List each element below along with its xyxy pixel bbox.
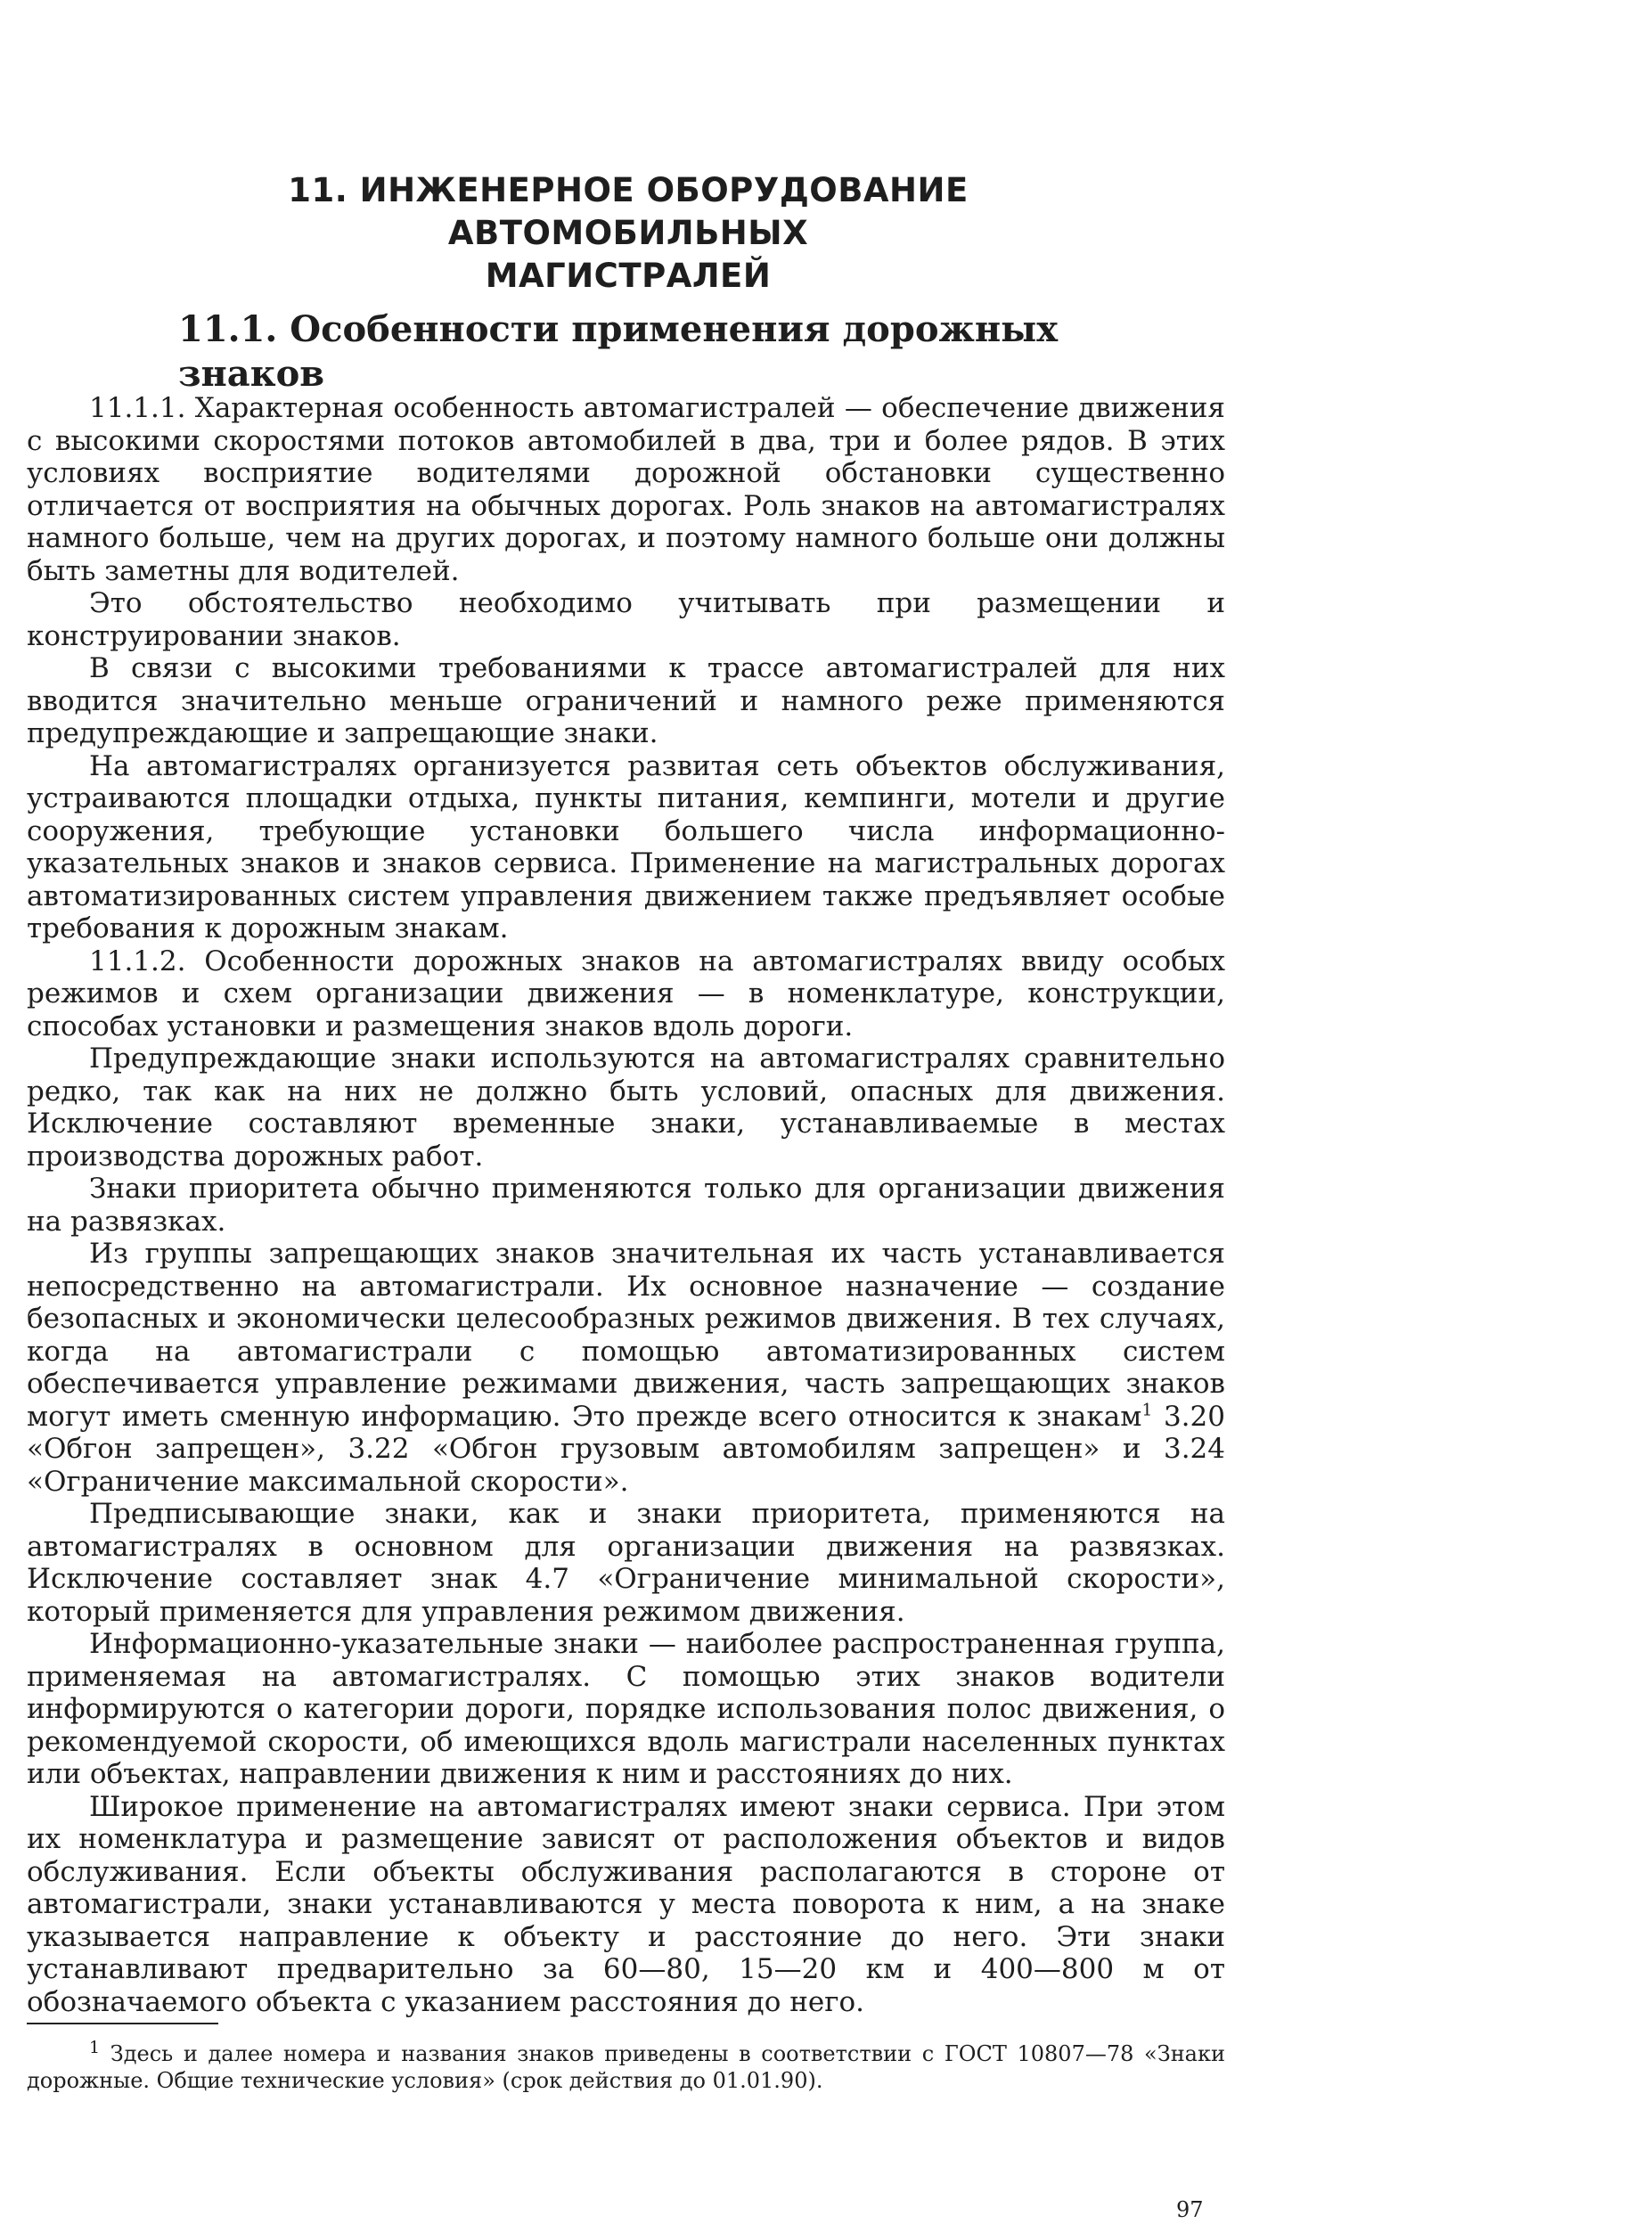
chapter-title-line-1: 11. ИНЖЕНЕРНОЕ ОБОРУДОВАНИЕ АВТОМОБИЛЬНЫХ [288, 171, 969, 252]
section-title: 11.1. Особенности применения дорожных знаков [178, 308, 1059, 395]
chapter-title [160, 169, 1096, 298]
body-text [27, 392, 1225, 2018]
footnote [27, 2040, 1225, 2094]
paragraph-with-footnote [27, 1238, 1225, 1498]
paragraph: Это обстоятельство необходимо учитывать при размещении и конструировании знаков. [27, 587, 1225, 652]
paragraph: В связи с высокими требованиями к трассе автомагистралей для них вводится значительно меньше ограничений и намного реже применяются предупреждающие и запрещающие знаки. [27, 652, 1225, 749]
paragraph: 11.1.1. Характерная особенность автомагистралей — обеспечение движения с высокими скоростями потоков автомобилей в два, три и более рядов. В этих условиях восприятие водителями дорожной обстановки существенно отличается от восприятия на обычных дорогах. Роль знаков на автомагистралях намного больше, чем на других дорогах, и поэтому намного больше они должны быть заметны для водителей. [27, 392, 1225, 587]
paragraph-text: Из группы запрещающих знаков значительная их часть устанавливается непосредственно на автомагистрали. Их основное назначение — создание безопасных и экономически целесообразных режимов движения. В тех случаях, когда на автомагистрали с помощью автоматизированных систем обеспечивается управление режимами движения, часть запрещающих знаков могут иметь сменную информацию. Это прежде всего относится к знакам [27, 1238, 1225, 1433]
paragraph: Информационно-указательные знаки — наиболее распространенная группа, применяемая на автомагистралях. С помощью этих знаков водители информируются о категории дороги, порядке использования полос движения, о рекомендуемой скорости, об имеющихся вдоль магистрали населенных пунктах или объектах, направлении движения к ним и расстояниях до них. [27, 1628, 1225, 1790]
paragraph: Знаки приоритета обычно применяются только для организации движения на развязках. [27, 1173, 1225, 1238]
chapter-title-line-2: МАГИСТРАЛЕЙ [485, 257, 772, 295]
footnote-separator [27, 2023, 218, 2024]
paragraph: На автомагистралях организуется развитая сеть объектов обслуживания, устраиваются площадки отдыха, пункты питания, кемпинги, мотели и другие сооружения, требующие установки большего числа информационно-указательных знаков и знаков сервиса. Применение на магистральных дорогах автоматизированных систем управления движением также предъявляет особые требования к дорожным знакам. [27, 749, 1225, 944]
paragraph: Широкое применение на автомагистралях имеют знаки сервиса. При этом их номенклатура и размещение зависят от расположения объектов и видов обслуживания. Если объекты обслуживания располагаются в стороне от автомагистрали, знаки устанавливаются у места поворота к ним, а на знаке указывается направление к объекту и расстояние до него. Эти знаки устанавливают предварительно за 60—80, 15—20 км и 400—800 м от обозначаемого объекта с указанием расстояния до него. [27, 1790, 1225, 2018]
footnote-reference: 1 [1141, 1400, 1153, 1420]
page-number: 97 [1176, 2197, 1204, 2222]
footnote-marker: 1 [89, 2038, 101, 2057]
footnote-text: Здесь и далее номера и названия знаков приведены в соответствии с ГОСТ 10807—78 «Знаки дорожные. Общие технические условия» (срок действия до 01.01.90). [27, 2041, 1225, 2093]
paragraph: 11.1.2. Особенности дорожных знаков на автомагистралях ввиду особых режимов и схем организации движения — в номенклатуре, конструкции, способах установки и размещения знаков вдоль дороги. [27, 944, 1225, 1042]
paragraph: Предписывающие знаки, как и знаки приоритета, применяются на автомагистралях в основном для организации движения на развязках. Исключение составляет знак 4.7 «Ограничение минимальной скорости», который применяется для управления режимом движения. [27, 1498, 1225, 1628]
paragraph: Предупреждающие знаки используются на автомагистралях сравнительно редко, так как на них не должно быть условий, опасных для движения. Исключение составляют временные знаки, устанавливаемые в местах производства дорожных работ. [27, 1042, 1225, 1173]
paragraph-text: 3.20 «Обгон запрещен», 3.22 «Обгон грузовым автомобилям запрещен» и 3.24 «Ограничение максимальной скорости». [27, 1400, 1225, 1498]
